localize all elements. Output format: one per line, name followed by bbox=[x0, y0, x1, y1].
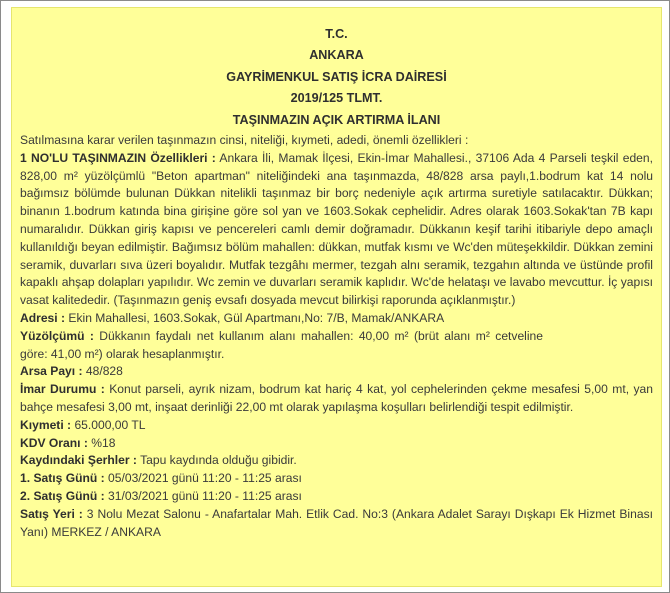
property-title-label: 1 NO'LU TAŞINMAZIN Özellikleri : bbox=[20, 150, 216, 165]
sale2-label: 2. Satış Günü : bbox=[20, 488, 105, 503]
sale2-row bbox=[20, 488, 653, 506]
zoning-value: Konut parseli, ayrık nizam, bodrum kat hariç 4 kat, yol cephelerinden çekme mesafesi 5,00 mt, yan bahçe mesafesi 3,00 mt, inşaat derinliği 22,00 mt olarak yapılaşma koşulları belirlendiği tespit edilmiştir. bbox=[20, 382, 653, 414]
area-row bbox=[20, 328, 653, 364]
annotations-row bbox=[20, 452, 653, 470]
vat-value: %18 bbox=[87, 435, 116, 450]
share-value: 48/828 bbox=[82, 364, 123, 379]
annotations-label: Kaydındaki Şerhler : bbox=[20, 453, 137, 468]
place-label: Satış Yeri : bbox=[20, 506, 83, 521]
vat-label: KDV Oranı : bbox=[20, 435, 88, 450]
zoning-label: İmar Durumu : bbox=[20, 382, 105, 397]
notice-header bbox=[20, 24, 653, 131]
value-amount: 65.000,00 TL bbox=[71, 417, 146, 432]
sale1-value: 05/03/2021 günü 11:20 - 11:25 arası bbox=[104, 471, 302, 486]
address-value: Ekin Mahallesi, 1603.Sokak, Gül Apartmanı,No: 7/B, Mamak/ANKARA bbox=[65, 311, 445, 325]
area-value: Dükkanın faydalı net kullanım alanı mahallen: 40,00 m² (brüt alanı m² cetveline göre: 41,00 m²) olarak hesaplanmıştır. bbox=[20, 328, 544, 361]
share-label: Arsa Payı : bbox=[20, 364, 83, 379]
sale2-value: 31/03/2021 günü 11:20 - 11:25 arası bbox=[104, 488, 302, 503]
place-row bbox=[20, 506, 653, 542]
address-label: Adresi : bbox=[20, 311, 66, 325]
vat-row bbox=[20, 435, 653, 453]
sale1-row bbox=[20, 470, 653, 488]
header-file-number: 2019/125 TLMT. bbox=[290, 91, 383, 106]
header-country: T.C. bbox=[325, 27, 348, 41]
intro-text: Satılmasına karar verilen taşınmazın cinsi, niteliği, kıymeti, adedi, önemli özellikleri : bbox=[20, 133, 469, 148]
notice-title: TAŞINMAZIN AÇIK ARTIRMA İLANI bbox=[232, 112, 441, 127]
value-row bbox=[20, 417, 653, 435]
header-city: ANKARA bbox=[309, 48, 364, 63]
header-office: GAYRİMENKUL SATIŞ İCRA DAİRESİ bbox=[226, 69, 447, 84]
share-row bbox=[20, 363, 653, 381]
notice-panel bbox=[11, 7, 662, 587]
sale1-label: 1. Satış Günü : bbox=[20, 471, 105, 486]
zoning-row bbox=[20, 381, 653, 417]
area-label: Yüzölçümü : bbox=[20, 328, 94, 343]
place-value: 3 Nolu Mezat Salonu - Anafartalar Mah. Etlik Cad. No:3 (Ankara Adalet Sarayı Dışkapı Ek Hizmet Binası Yanı) MERKEZ / ANKARA bbox=[20, 506, 653, 539]
annotations-value: Tapu kaydında olduğu gibidir. bbox=[136, 453, 297, 468]
value-label: Kıymeti : bbox=[20, 417, 72, 432]
property-description bbox=[20, 150, 653, 310]
address-row bbox=[20, 310, 653, 328]
property-description-text: Ankara İli, Mamak İlçesi, Ekin-İmar Mahallesi., 37106 Ada 4 Parseli teşkil eden, 828,00 m² yüzölçümlü "Beton apartman" niteliğindeki ana taşınmazda, 48/828 arsa paylı,1.bodrum kat 14 nolu bağımsız bölümde bulunan Dükkan nitelikli taşınmaz bir borç nedeniyle açık artırma suretiyle satılacaktır. Dükkan; binanın 1.bodrum katında bina girişine göre sol yan ve 1603.Sokak cephelidir. Adres olarak 1603.Sokak'tan 7B kapı numaralıdır. Dükkan giriş kapısı ve pencereleri camlı demir doğramadır. Dükkanın keşif tarihi itibariyle depo amaçlı kullanıldığı beyan edilmiştir. Bağımsız bölüm mahallen: dükkan, mutfak kısmı ve Wc'den müteşekkildir. Dükkan zemini seramik, duvarları sıva üzeri boyalıdır. Mutfak tezgâhı mermer, tezgah alnı seramik, tezgahın altında ve üstünde profil kapaklı ahşap dolapları yapılıdır. Wc zemin ve duvarları seramik kaplıdır. Wc'de helataşı ve lavabo mevcuttur. İç yapısı vasat kalitededir. (Taşınmazın geniş evsafı dosyada mevcut bilirkişi raporunda açıklanmıştır.) bbox=[20, 150, 653, 308]
